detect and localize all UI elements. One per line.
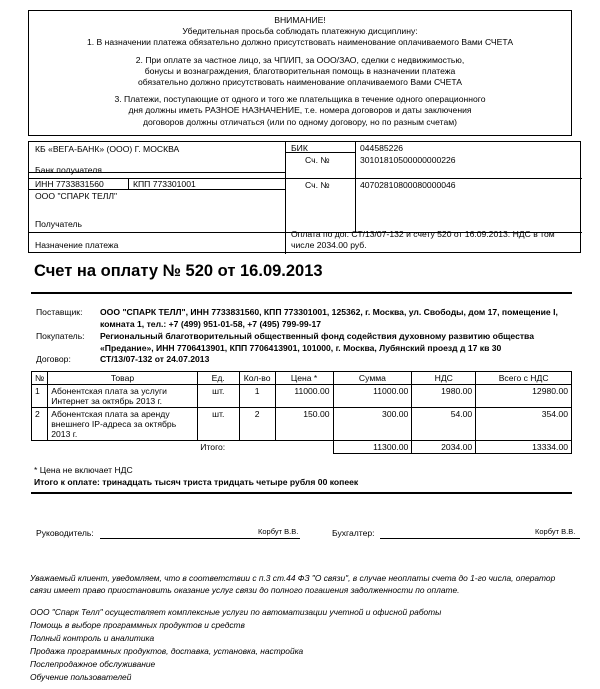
items-table	[31, 371, 572, 454]
buyer-label: Покупатель:	[36, 331, 85, 341]
row-vat: 1980.00	[412, 385, 476, 408]
notice-line: Убедительная просьба соблюдать платежную дисциплину:	[182, 26, 418, 37]
purpose-line: Оплата по дог. СТ/13/07-132 и счету 520 от 16.09.2013. НДС в том	[291, 229, 555, 239]
notice-line: дня должны иметь РАЗНОЕ НАЗНАЧЕНИЕ, т.е. номера договоров и даты заключения	[128, 105, 472, 116]
notice-line: бонусы и вознаграждения, благотворительная помощь в назначении платежа	[144, 65, 456, 76]
bank-details	[28, 141, 581, 253]
inn-value: ИНН 7733831560	[35, 179, 104, 189]
row-unit: шт.	[197, 408, 239, 441]
column-header: Товар	[48, 372, 198, 385]
notice-line: обязательно должно присутствовать наименование оплачиваемого Вами СЧЕТА	[137, 77, 463, 88]
director-name: Корбут В.В.	[258, 527, 299, 536]
recipient-label: Получатель	[35, 219, 82, 229]
row-item: Абонентская плата за аренду внешнего IP-адреса за октябрь 2013 г.	[48, 408, 198, 441]
total-vat: 2034.00	[412, 441, 476, 454]
notice-box	[28, 10, 572, 136]
table-row	[32, 408, 572, 441]
director-signature-line	[100, 538, 300, 539]
warning-text: Уважаемый клиент, уведомляем, что в соответствии с п.3 ст.44 ФЗ "О связи", в случае неоплаты счета до 1-го числа, оператор	[30, 573, 556, 583]
corr-account-label: Сч. №	[305, 155, 330, 165]
service-line: Полный контроль и аналитика	[30, 633, 155, 643]
account-label: Сч. №	[305, 180, 330, 190]
row-qty: 2	[239, 408, 275, 441]
column-header: Сумма	[333, 372, 412, 385]
row-total: 12980.00	[476, 385, 572, 408]
total-all: 13334.00	[476, 441, 572, 454]
notice-line: 3. Платежи, поступающие от одного и того же плательщика в течение одного операционного	[114, 94, 486, 105]
service-line: Послепродажное обслуживание	[30, 659, 156, 669]
column-header: №	[32, 372, 48, 385]
notice-line: 2. При оплате за частное лицо, за ЧП/ИП, за ООО/ЗАО, сделки с недвижимостью,	[135, 54, 465, 65]
service-line: Продажа программных продуктов, доставка, установка, настройка	[30, 646, 304, 656]
accountant-signature-line	[380, 538, 580, 539]
contract-label: Договор:	[36, 354, 71, 364]
service-line: Обучение пользователей	[30, 672, 132, 682]
row-qty: 1	[239, 385, 275, 408]
row-sum: 300.00	[333, 408, 412, 441]
title-underline	[31, 292, 572, 294]
supplier-value: ООО "СПАРК ТЕЛЛ", ИНН 7733831560, КПП 773301001, 125362, г. Москва, ул. Свободы, дом 17, помещение I, комната 1, тел.: +7 (499) 951-01-58, +7 (495) 799-99-17	[100, 307, 558, 329]
warning-text: связи имеет право приостановить оказание услуг связи до полного погашения задолженности по оплате.	[30, 585, 460, 595]
corr-account-value: 30101810500000000226	[360, 155, 456, 165]
row-item: Абонентская плата за услуги Интернет за октябрь 2013 г.	[48, 385, 198, 408]
buyer-value: Региональный благотворительный общественный фонд содействия духовному развитию общества «Предание», ИНН 7706413901, КПП 7706413901, 101000, г. Москва, Лубянский проезд д 17 кв 30	[100, 331, 535, 353]
bik-label: БИК	[291, 143, 308, 153]
invoice-title: Счет на оплату № 520 от 16.09.2013	[34, 262, 323, 280]
notice-title: ВНИМАНИЕ!	[274, 15, 326, 25]
row-vat: 54.00	[412, 408, 476, 441]
table-total-row	[32, 441, 572, 454]
total-label: Итого:	[197, 441, 333, 454]
accountant-name: Корбут В.В.	[535, 527, 576, 536]
notice-line: 1. В назначении платежа обязательно должно присутствовать наименование оплачиваемого Вами СЧЕТА	[86, 37, 514, 48]
row-number: 1	[32, 385, 48, 408]
purpose-label: Назначение платежа	[35, 240, 119, 250]
accountant-label: Бухгалтер:	[332, 528, 375, 538]
table-row	[32, 385, 572, 408]
row-total: 354.00	[476, 408, 572, 441]
column-header: Всего с НДС	[476, 372, 572, 385]
column-header: Кол-во	[239, 372, 275, 385]
column-header: Ед.	[197, 372, 239, 385]
bank-name: КБ «ВЕГА-БАНК» (ООО) Г. МОСКВА	[35, 144, 180, 154]
notice-line: договоров должны отличаться (или по одному договору, но по разным счетам)	[142, 116, 457, 127]
service-line: Помощь в выборе программных продуктов и средств	[30, 620, 245, 630]
column-header: Цена *	[275, 372, 333, 385]
service-line: ООО "Спарк Телл" осуществляет комплексные услуги по автоматизации учетной и офисной работы	[30, 607, 442, 617]
director-label: Руководитель:	[36, 528, 94, 538]
row-number: 2	[32, 408, 48, 441]
kpp-value: КПП 773301001	[133, 179, 196, 189]
row-sum: 11000.00	[333, 385, 412, 408]
bik-value: 044585226	[360, 143, 404, 153]
contract-value: СТ/13/07-132 от 24.07.2013	[100, 354, 210, 364]
recipient-name: ООО "СПАРК ТЕЛЛ"	[35, 191, 118, 201]
account-value: 40702810800080000046	[360, 180, 456, 190]
vat-footnote: * Цена не включает НДС	[34, 465, 133, 475]
row-price: 150.00	[275, 408, 333, 441]
bank-label: Банк получателя	[35, 165, 102, 175]
total-sum: 11300.00	[333, 441, 412, 454]
supplier-label: Поставщик:	[36, 307, 83, 317]
table-header-row	[32, 372, 572, 385]
divider	[31, 492, 572, 494]
purpose-line: числе 2034.00 руб.	[291, 240, 367, 250]
column-header: НДС	[412, 372, 476, 385]
row-price: 11000.00	[275, 385, 333, 408]
row-unit: шт.	[197, 385, 239, 408]
amount-in-words: Итого к оплате: тринадцать тысяч триста тридцать четыре рубля 00 копеек	[34, 477, 359, 487]
